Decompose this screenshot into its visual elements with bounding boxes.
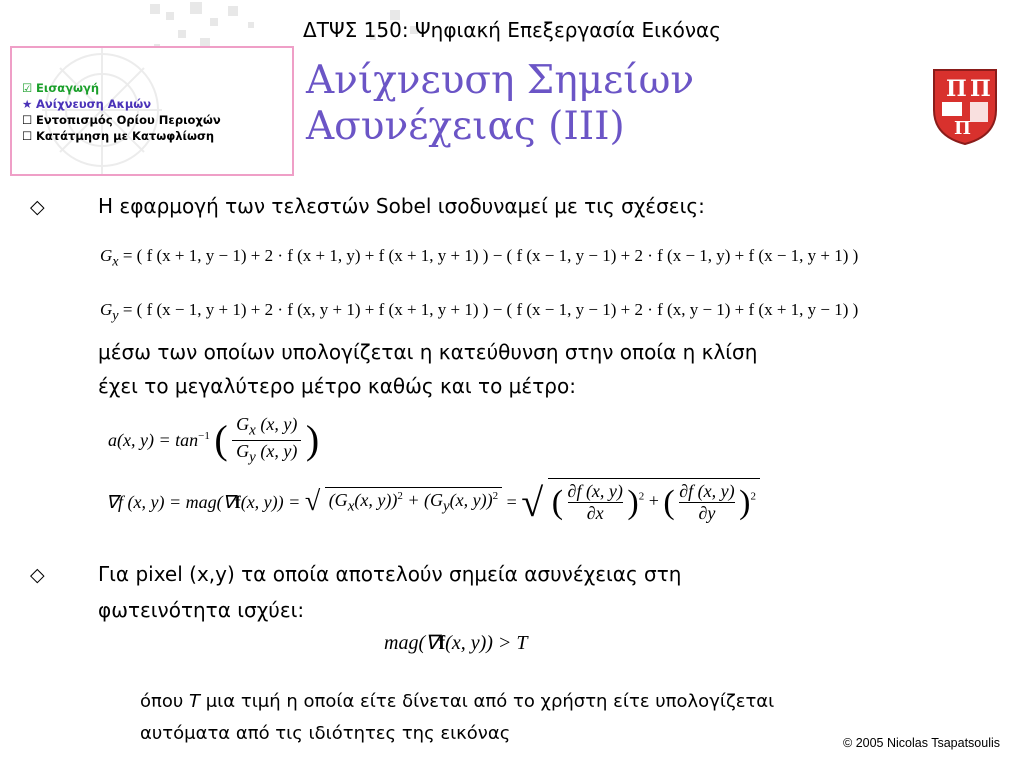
svg-text:Π: Π (970, 76, 991, 102)
note-line2: αυτόματα από τις ιδιότητες της εικόνας (140, 723, 511, 744)
threshold-note (140, 686, 774, 750)
equation-threshold: mag(∇f(x, y)) > T (384, 632, 528, 654)
paragraph-line1: μέσω των οποίων υπολογίζεται η κατεύθυνση στην οποία η κλίση (98, 340, 758, 364)
slide-title (306, 58, 694, 150)
equation-angle: a(x, $y) = \tan^{-1}$ ( $\frac{G_x (x, y)}{G_y (x, y)}$ ) (108, 414, 320, 466)
nav-item-edge-detection[interactable]: ★ Ανίχνευση Ακμών (22, 97, 152, 111)
equation-gy: $G_y$ = ( f (x − 1, y + 1) + 2 · f (x, y + 1) + f (x + 1, y + 1) ) − ( f (x − 1, y − 1) + 2 · f (x, y − 1) + f (x + 1, y − 1) ) (100, 300, 859, 324)
slide-title-line2: Ασυνέχειας (ΙΙΙ) (306, 104, 625, 149)
nav-item-region-boundary[interactable]: ☐ Εντοπισμός Ορίου Περιοχών (22, 113, 221, 127)
nav-item-threshold-segmentation[interactable]: ☐ Κατάτμηση με Κατωφλίωση (22, 129, 215, 143)
svg-text:Π: Π (946, 76, 967, 102)
bullet-marker: ◇ (30, 564, 45, 586)
paragraph-line2: έχει το μεγαλύτερο μέτρο καθώς και το μέτρο: (98, 374, 576, 398)
svg-text:Π: Π (954, 118, 971, 139)
bullet-text-sobel: Η εφαρμογή των τελεστών Sobel ισοδυναμεί με τις σχέσεις: (98, 194, 705, 218)
copyright-footer: © 2005 Nicolas Tsapatsoulis (843, 736, 1000, 750)
bullet-text-pixel-line2: φωτεινότητα ισχύει: (98, 598, 305, 622)
course-title: ΔΤΨΣ 150: Ψηφιακή Επεξεργασία Εικόνας (303, 18, 721, 42)
slide-title-line1: Ανίχνευση Σημείων (306, 58, 695, 103)
navigation-panel (10, 46, 294, 176)
nav-item-intro[interactable]: ☑ Εισαγωγή (22, 81, 100, 95)
note-line1: όπου T μια τιμή η οποία είτε δίνεται από το χρήστη είτε υπολογίζεται (140, 691, 775, 712)
navigation-list (22, 80, 221, 144)
bullet-marker: ◇ (30, 196, 45, 218)
bullet-text-pixel-line1: Για pixel (x,y) τα οποία αποτελούν σημεία ασυνέχειας στη (98, 562, 682, 586)
university-logo (930, 66, 1000, 146)
equation-gradient-magnitude: ∇f (x, y) = mag(∇f(x, y)) = √ ($G_x(x$, $y))^2 + (G_y(x$, y))$^2$ = √ ( $\frac{\partial f (x, y)}{\partial x}$ )$^2$ + ( $\frac{\partial f (x, y)}{\partial y}$ )$^2$ (106, 478, 760, 526)
equation-gx: $G_x$ = ( f (x + 1, y − 1) + 2 · f (x + 1, y) + f (x + 1, y + 1) ) − ( f (x − 1, y − 1) + 2 · f (x − 1, y) + f (x − 1, y + 1) ) (100, 246, 859, 270)
